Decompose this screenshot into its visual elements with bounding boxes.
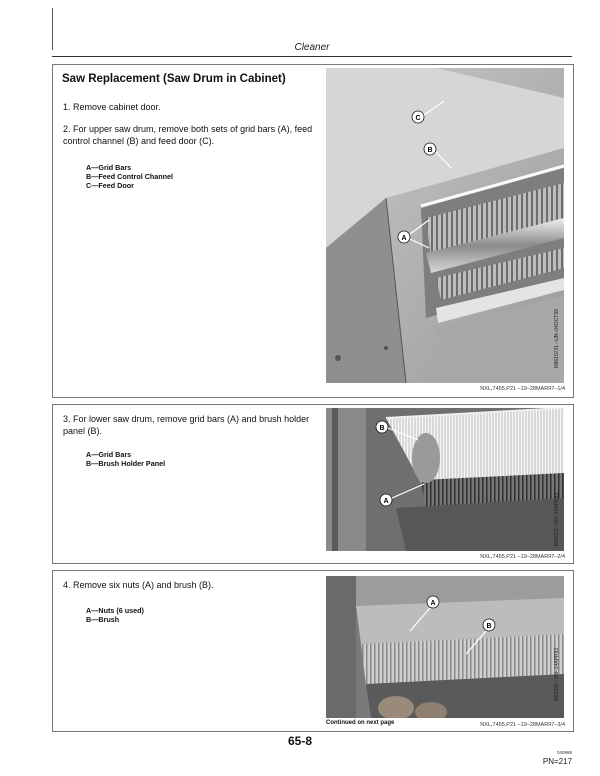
figure-reference: NXL,7455,P21 –19–28MAR97–1/4	[480, 386, 565, 392]
figure-id: N9615721 –UN–04OCT99	[554, 309, 560, 368]
figure-reference: NXL,7455,P21 –19–28MAR97–3/4	[480, 722, 565, 728]
page-number: 65-8	[287, 734, 313, 748]
page-sequence: PN=217	[542, 757, 572, 766]
callout-a: A	[430, 600, 436, 607]
legend-item: B—Feed Control Channel	[86, 172, 174, 181]
figure-id: N62030 –UN–14APR93	[554, 647, 560, 701]
callout-b: B	[427, 147, 433, 154]
callout-a: A	[383, 498, 389, 505]
step-4: 4. Remove six nuts (A) and brush (B).	[63, 580, 214, 590]
section-title: Saw Replacement (Saw Drum in Cabinet)	[62, 73, 286, 85]
legend-item: A—Grid Bars	[86, 163, 132, 172]
figure-id: N62031 –UN–14APR93	[554, 492, 560, 546]
section-header: Cleaner	[294, 42, 330, 53]
procedure-block-2	[52, 404, 574, 564]
legend-item: B—Brush	[86, 615, 120, 624]
legend-item: A—Grid Bars	[86, 450, 132, 459]
procedure-block-3	[52, 570, 574, 732]
callout-b: B	[486, 623, 492, 630]
photo-saw-drum-cabinet	[326, 68, 564, 383]
figure-reference: NXL,7455,P21 –19–28MAR97–2/4	[480, 554, 565, 560]
legend-block-2	[86, 450, 165, 468]
step-1: 1. Remove cabinet door.	[63, 102, 161, 112]
legend-block-1	[86, 163, 173, 190]
legend-block-3	[86, 606, 144, 624]
step-2: 2. For upper saw drum, remove both sets of grid bars (A), feed control channel (B) and feed door (C).	[63, 124, 313, 146]
photo-lower-saw-drum	[326, 408, 564, 551]
photo-nuts-and-brush	[326, 576, 564, 718]
legend-item: C—Feed Door	[86, 181, 134, 190]
header-rule	[52, 56, 572, 57]
legend-item: B—Brush Holder Panel	[86, 459, 166, 468]
continued-note: Continued on next page	[326, 720, 395, 726]
legend-item: A—Nuts (6 used)	[86, 606, 144, 615]
procedure-block-1	[52, 64, 574, 398]
page-code: 040995	[556, 750, 572, 755]
callout-c: C	[415, 115, 421, 122]
step-3: 3. For lower saw drum, remove grid bars (A) and brush holder panel (B).	[63, 414, 310, 436]
callout-a: A	[401, 235, 407, 242]
callout-b: B	[379, 425, 385, 432]
